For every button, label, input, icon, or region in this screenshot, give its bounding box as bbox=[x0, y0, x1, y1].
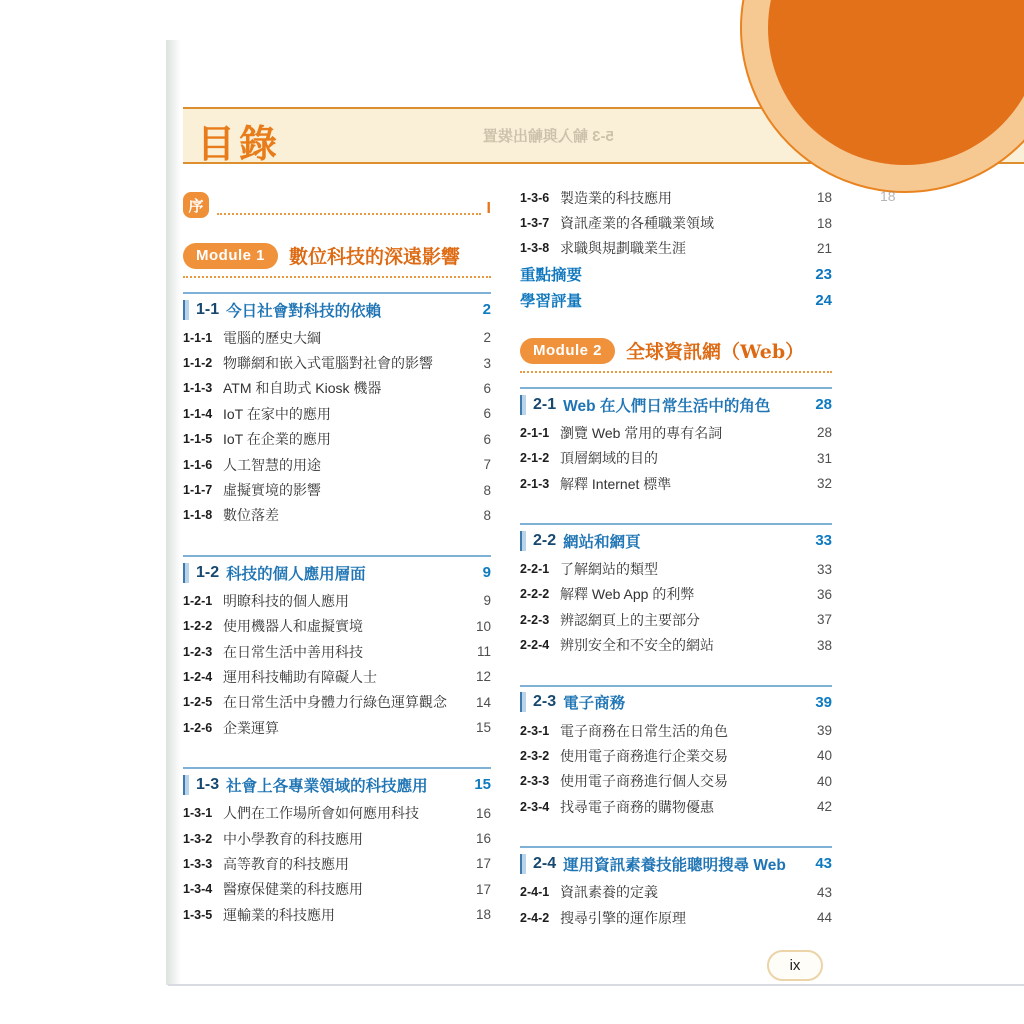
entry-page-number: 21 bbox=[816, 240, 832, 256]
section-left-bar bbox=[183, 775, 189, 795]
entry-title: 運輸業的科技應用 bbox=[223, 906, 335, 923]
toc-entry bbox=[520, 743, 832, 768]
entry-page-number: 44 bbox=[816, 910, 832, 926]
entry-page-number: 16 bbox=[475, 831, 491, 847]
page-number: ix bbox=[789, 957, 801, 974]
entry-title: 電子商務在日常生活的角色 bbox=[560, 722, 728, 739]
entry-number: 1-1-5 bbox=[183, 432, 213, 447]
scan-bottom-edge bbox=[168, 984, 1024, 986]
entry-page-number: 6 bbox=[483, 431, 491, 447]
toc-entry bbox=[183, 401, 491, 426]
entry-title: 頂層網域的目的 bbox=[560, 450, 658, 467]
toc-entry bbox=[520, 471, 832, 496]
entry-number: 2-1-1 bbox=[520, 425, 550, 440]
section-title: 社會上各專業領域的科技應用 bbox=[226, 777, 428, 795]
section-number: 2-4 bbox=[533, 854, 557, 872]
entry-page-number: 18 bbox=[475, 907, 491, 923]
entry-title: 電腦的歷史大綱 bbox=[223, 329, 321, 346]
toc-entry bbox=[520, 210, 832, 235]
toc-entry bbox=[183, 851, 491, 876]
entry-page-number: 32 bbox=[816, 476, 832, 492]
entry-title: 使用電子商務進行個人交易 bbox=[560, 773, 728, 790]
entry-title: 資訊素養的定義 bbox=[560, 884, 658, 901]
toc-entry bbox=[183, 664, 491, 689]
toc-entry bbox=[520, 446, 832, 471]
toc-entry bbox=[183, 427, 491, 452]
section-title: 科技的個人應用層面 bbox=[226, 565, 366, 583]
entry-page-number: 14 bbox=[475, 694, 491, 710]
entry-page-number: 40 bbox=[816, 748, 832, 764]
entry-page-number: 11 bbox=[476, 644, 491, 660]
toc-entry bbox=[183, 588, 491, 613]
entry-title: 解釋 Internet 標準 bbox=[560, 475, 672, 492]
entry-number: 2-4-1 bbox=[520, 885, 550, 900]
entry-title: 在日常生活中善用科技 bbox=[223, 643, 363, 660]
entry-number: 1-1-1 bbox=[183, 330, 213, 345]
module-title: 全球資訊網（Web） bbox=[626, 341, 805, 364]
toc-entry bbox=[520, 236, 832, 261]
entry-page-number: 33 bbox=[816, 561, 832, 577]
toc-section bbox=[520, 685, 832, 820]
toc-entry bbox=[520, 420, 832, 445]
toc-entry bbox=[520, 607, 832, 632]
entry-title: 製造業的科技應用 bbox=[560, 189, 672, 206]
module-badge: Module 1 bbox=[183, 243, 278, 269]
entry-page-number: 12 bbox=[475, 669, 491, 685]
entry-number: 2-1-2 bbox=[520, 451, 550, 466]
entry-title: 醫療保健業的科技應用 bbox=[223, 881, 363, 898]
toc-section bbox=[183, 767, 491, 927]
entry-title: 了解網站的類型 bbox=[560, 561, 658, 578]
entry-number: 1-3-2 bbox=[183, 831, 213, 846]
section-items bbox=[183, 588, 491, 740]
continued-items bbox=[520, 185, 832, 261]
toc-entry bbox=[183, 325, 491, 350]
entry-number: 2-1-3 bbox=[520, 476, 550, 491]
summary-label: 重點摘要 bbox=[520, 267, 583, 285]
toc-entry bbox=[183, 639, 491, 664]
entry-title: 瀏覽 Web 常用的專有名詞 bbox=[560, 424, 723, 441]
toc-entry bbox=[183, 902, 491, 927]
toc-entry bbox=[183, 376, 491, 401]
section-title: Web 在人們日常生活中的角色 bbox=[563, 397, 771, 415]
section-header bbox=[183, 292, 491, 321]
entry-title: 企業運算 bbox=[223, 719, 279, 736]
entry-title: 數位落差 bbox=[223, 507, 279, 524]
entry-page-number: 42 bbox=[816, 799, 832, 815]
toc-entry bbox=[520, 582, 832, 607]
section-page-number: 15 bbox=[474, 776, 491, 794]
section-header bbox=[520, 685, 832, 714]
entry-page-number: 40 bbox=[816, 773, 832, 789]
section-items bbox=[520, 420, 832, 496]
entry-number: 2-3-1 bbox=[520, 723, 550, 738]
section-title: 運用資訊素養技能聰明搜尋 Web bbox=[563, 856, 786, 874]
page-number-pill bbox=[767, 950, 823, 981]
section-number: 2-3 bbox=[533, 693, 557, 711]
entry-number: 1-2-6 bbox=[183, 720, 213, 735]
entry-title: 求職與規劃職業生涯 bbox=[560, 240, 686, 257]
entry-title: 人們在工作場所會如何應用科技 bbox=[223, 805, 419, 822]
section-items bbox=[520, 718, 832, 820]
section-header bbox=[520, 523, 832, 552]
entry-title: IoT 在企業的應用 bbox=[223, 431, 331, 448]
section-left-bar bbox=[520, 531, 526, 551]
page-title: 目錄 bbox=[197, 124, 282, 166]
entry-page-number: 18 bbox=[816, 190, 832, 206]
toc-entry bbox=[183, 826, 491, 851]
toc-column-left bbox=[183, 190, 491, 927]
entry-page-number: 10 bbox=[475, 618, 491, 634]
section-title: 今日社會對科技的依賴 bbox=[226, 302, 382, 320]
entry-number: 2-2-2 bbox=[520, 587, 550, 602]
entry-number: 1-2-2 bbox=[183, 619, 213, 634]
section-items bbox=[183, 800, 491, 927]
section-page-number: 33 bbox=[815, 532, 832, 550]
entry-page-number: 8 bbox=[483, 507, 491, 523]
entry-number: 1-3-1 bbox=[183, 806, 213, 821]
preface-page-number: I bbox=[486, 200, 491, 217]
entry-number: 1-3-7 bbox=[520, 216, 550, 231]
toc-entry bbox=[520, 185, 832, 210]
summary-row bbox=[520, 261, 832, 287]
section-number: 2-2 bbox=[533, 531, 557, 549]
entry-number: 2-3-2 bbox=[520, 748, 550, 763]
entry-page-number: 16 bbox=[475, 805, 491, 821]
section-number: 1-3 bbox=[196, 775, 220, 793]
entry-number: 2-2-1 bbox=[520, 562, 550, 577]
toc-entry bbox=[183, 800, 491, 825]
entry-number: 1-1-4 bbox=[183, 406, 213, 421]
toc-section bbox=[520, 387, 832, 496]
entry-page-number: 6 bbox=[483, 380, 491, 396]
toc-entry bbox=[520, 794, 832, 819]
entry-title: 使用電子商務進行企業交易 bbox=[560, 747, 728, 764]
entry-number: 1-1-3 bbox=[183, 381, 213, 396]
entry-page-number: 37 bbox=[816, 612, 832, 628]
toc-section bbox=[183, 555, 491, 740]
entry-number: 2-2-4 bbox=[520, 638, 550, 653]
toc-entry bbox=[183, 690, 491, 715]
section-left-bar bbox=[520, 854, 526, 874]
entry-page-number: 15 bbox=[475, 720, 491, 736]
entry-title: 運用科技輔助有障礙人士 bbox=[223, 668, 377, 685]
section-number: 1-1 bbox=[196, 300, 220, 318]
entry-page-number: 36 bbox=[816, 586, 832, 602]
entry-title: 解釋 Web App 的利弊 bbox=[560, 586, 695, 603]
toc-entry bbox=[183, 877, 491, 902]
entry-title: 辨認網頁上的主要部分 bbox=[560, 611, 700, 628]
entry-number: 1-3-3 bbox=[183, 856, 213, 871]
module-badge: Module 2 bbox=[520, 338, 615, 364]
section-number: 1-2 bbox=[196, 563, 220, 581]
module-heading bbox=[520, 337, 832, 373]
entry-page-number: 17 bbox=[475, 856, 491, 872]
entry-number: 1-3-5 bbox=[183, 907, 213, 922]
entry-title: 找尋電子商務的購物優惠 bbox=[560, 798, 714, 815]
entry-page-number: 8 bbox=[483, 482, 491, 498]
entry-page-number: 31 bbox=[816, 450, 832, 466]
module-title: 數位科技的深遠影響 bbox=[289, 246, 461, 268]
entry-number: 1-1-2 bbox=[183, 356, 213, 371]
summary-label: 學習評量 bbox=[520, 293, 583, 311]
entry-page-number: 43 bbox=[816, 884, 832, 900]
entry-number: 2-2-3 bbox=[520, 612, 550, 627]
entry-title: 高等教育的科技應用 bbox=[223, 855, 349, 872]
module-heading bbox=[183, 242, 491, 278]
entry-title: 明瞭科技的個人應用 bbox=[223, 592, 349, 609]
section-number: 2-1 bbox=[533, 395, 557, 413]
entry-page-number: 38 bbox=[816, 637, 832, 653]
toc-entry bbox=[520, 556, 832, 581]
entry-number: 1-3-8 bbox=[520, 241, 550, 256]
entry-number: 2-4-2 bbox=[520, 910, 550, 925]
entry-number: 1-1-8 bbox=[183, 508, 213, 523]
toc-entry bbox=[183, 477, 491, 502]
toc-entry bbox=[183, 350, 491, 375]
section-left-bar bbox=[183, 300, 189, 320]
entry-number: 2-3-3 bbox=[520, 774, 550, 789]
toc-section bbox=[520, 846, 832, 930]
entry-number: 1-2-4 bbox=[183, 669, 213, 684]
section-title: 網站和網頁 bbox=[563, 533, 641, 551]
bleedthrough-text: 5-3 輸入與輸出裝置 bbox=[483, 128, 614, 145]
toc-entry bbox=[183, 452, 491, 477]
toc-entry bbox=[183, 503, 491, 528]
entry-number: 1-2-5 bbox=[183, 695, 213, 710]
entry-title: 資訊產業的各種職業領域 bbox=[560, 215, 714, 232]
preface-badge: 序 bbox=[183, 192, 209, 218]
section-page-number: 28 bbox=[815, 396, 832, 414]
entry-title: IoT 在家中的應用 bbox=[223, 405, 331, 422]
section-page-number: 9 bbox=[482, 564, 491, 582]
toc-entry bbox=[520, 633, 832, 658]
entry-title: 搜尋引擎的運作原理 bbox=[560, 909, 686, 926]
entry-page-number: 18 bbox=[816, 215, 832, 231]
entry-number: 1-3-6 bbox=[520, 190, 550, 205]
summary-row bbox=[520, 287, 832, 313]
entry-page-number: 28 bbox=[816, 425, 832, 441]
section-left-bar bbox=[520, 692, 526, 712]
entry-number: 1-1-6 bbox=[183, 457, 213, 472]
entry-title: 辨別安全和不安全的網站 bbox=[560, 637, 714, 654]
toc-section bbox=[183, 292, 491, 528]
toc-entry bbox=[520, 905, 832, 930]
section-items bbox=[183, 325, 491, 528]
section-header bbox=[520, 387, 832, 416]
section-header bbox=[520, 846, 832, 875]
section-title: 電子商務 bbox=[563, 695, 626, 713]
entry-page-number: 17 bbox=[475, 881, 491, 897]
section-header bbox=[183, 767, 491, 796]
summary-page-number: 23 bbox=[815, 265, 832, 283]
toc-entry bbox=[520, 718, 832, 743]
entry-number: 1-3-4 bbox=[183, 882, 213, 897]
entry-number: 2-3-4 bbox=[520, 799, 550, 814]
section-page-number: 39 bbox=[815, 693, 832, 711]
toc-section bbox=[520, 523, 832, 658]
entry-number: 1-1-7 bbox=[183, 483, 213, 498]
section-page-number: 2 bbox=[482, 301, 491, 318]
preface-row bbox=[183, 190, 491, 218]
toc-entry bbox=[520, 879, 832, 904]
toc-entry bbox=[183, 715, 491, 740]
entry-title: ATM 和自助式 Kiosk 機器 bbox=[223, 380, 382, 397]
toc-entry bbox=[183, 614, 491, 639]
entry-title: 物聯網和嵌入式電腦對社會的影響 bbox=[223, 355, 433, 372]
dotted-leader bbox=[217, 212, 481, 215]
entry-page-number: 6 bbox=[483, 406, 491, 422]
bleedthrough-number: 18 bbox=[880, 188, 896, 204]
section-left-bar bbox=[183, 563, 189, 583]
entry-title: 虛擬實境的影響 bbox=[223, 482, 321, 499]
entry-page-number: 3 bbox=[483, 355, 491, 371]
entry-number: 1-2-1 bbox=[183, 593, 213, 608]
section-left-bar bbox=[520, 395, 526, 415]
section-page-number: 43 bbox=[815, 855, 832, 873]
entry-page-number: 7 bbox=[483, 457, 491, 473]
entry-title: 人工智慧的用途 bbox=[223, 456, 321, 473]
entry-title: 在日常生活中身體力行綠色運算觀念 bbox=[223, 694, 447, 711]
entry-page-number: 39 bbox=[816, 723, 832, 739]
entry-page-number: 9 bbox=[483, 593, 491, 609]
entry-title: 使用機器人和虛擬實境 bbox=[223, 618, 363, 635]
summary-page-number: 24 bbox=[815, 291, 832, 309]
entry-number: 1-2-3 bbox=[183, 644, 213, 659]
entry-page-number: 2 bbox=[483, 330, 491, 346]
section-items bbox=[520, 556, 832, 658]
section-header bbox=[183, 555, 491, 584]
entry-title: 中小學教育的科技應用 bbox=[223, 830, 363, 847]
toc-entry bbox=[520, 769, 832, 794]
section-items bbox=[520, 879, 832, 930]
scan-left-shadow bbox=[166, 40, 181, 985]
toc-column-right bbox=[520, 185, 832, 930]
